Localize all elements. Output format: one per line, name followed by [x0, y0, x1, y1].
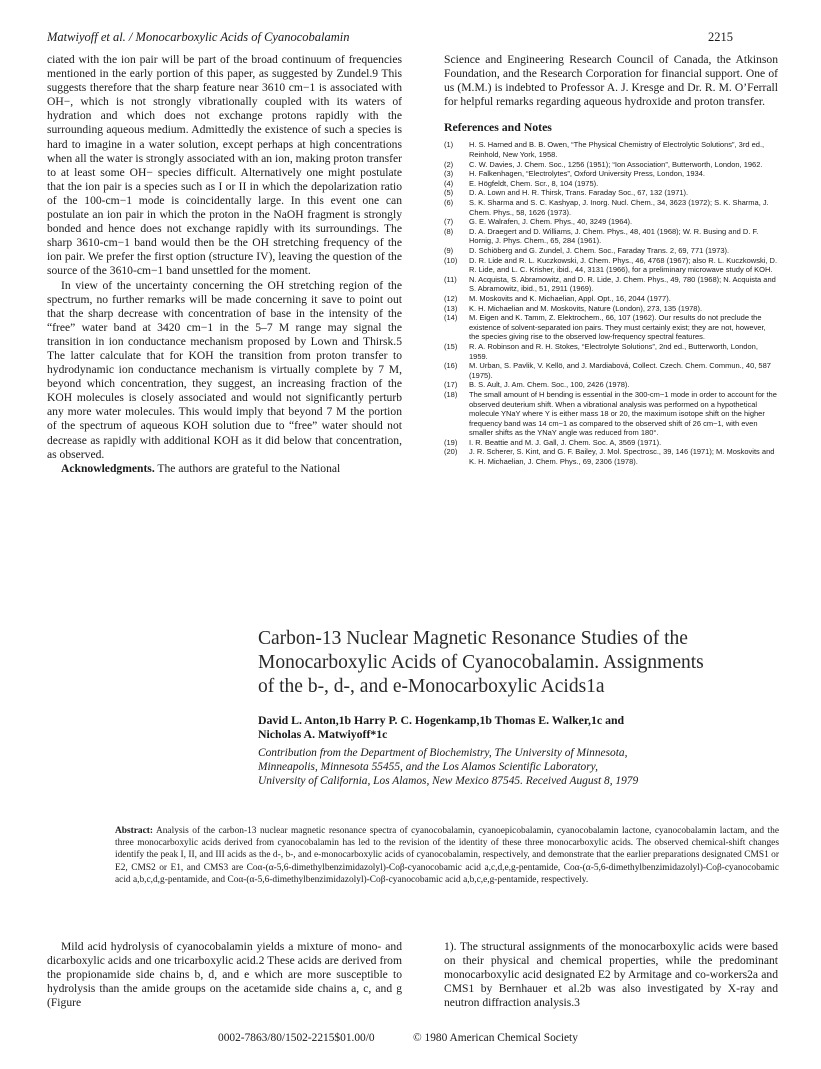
reference-text: G. E. Walrafen, J. Chem. Phys., 40, 3249 (1964).: [469, 217, 633, 227]
reference-number: (5): [444, 188, 454, 198]
reference-item: [444, 361, 778, 380]
body-left-column: [47, 940, 402, 1010]
reference-text: B. S. Ault, J. Am. Chem. Soc., 100, 2426 (1978).: [469, 380, 630, 390]
reference-text: E. Högfeldt, Chem. Scr., 8, 104 (1975).: [469, 178, 599, 188]
reference-item: [444, 294, 778, 304]
reference-item: [444, 179, 778, 189]
reference-text: M. Eigen and K. Tamm, Z. Elektrochem., 66, 107 (1962). Our results do not preclude the existence of solvent-separated ion pairs. They must certainly exist; they are not, however, the species giving rise to the observed low-frequency spectral features.: [469, 313, 766, 342]
reference-number: (12): [444, 293, 458, 303]
reference-item: [444, 447, 778, 466]
reference-item: [444, 275, 778, 294]
affiliation-line: Contribution from the Department of Biochemistry, The University of Minnesota,: [258, 747, 628, 759]
reference-number: (6): [444, 198, 454, 208]
reference-number: (8): [444, 226, 454, 236]
reference-text: J. R. Scherer, S. Kint, and G. F. Bailey, J. Mol. Spectrosc., 39, 146 (1971); M. Moskovits and K. H. Michaelian, J. Chem. Phys., 69, 2306 (1978).: [469, 447, 775, 467]
reference-text: D. R. Lide and R. L. Kuczkowski, J. Chem. Phys., 46, 4768 (1967); also R. L. Kuczkowski, D. R. Lide, and L. C. Krisher, ibid., 44, 3131 (1966), for a preliminary microwave study of KOH.: [469, 255, 778, 275]
reference-item: [444, 227, 778, 246]
affiliation-line: Minneapolis, Minnesota 55455, and the Los Alamos Scientific Laboratory,: [258, 761, 598, 773]
reference-item: [444, 217, 778, 227]
acknowledgments: [47, 462, 402, 476]
title-line: of the b-, d-, and e-Monocarboxylic Acids1a: [258, 676, 605, 697]
reference-number: (1): [444, 140, 454, 150]
reference-item: [444, 438, 778, 448]
reference-number: (20): [444, 447, 458, 457]
affiliation: [258, 746, 778, 788]
article-code: 0002-7863/80/1502-2215$01.00/0: [218, 1032, 375, 1044]
reference-number: (11): [444, 274, 457, 284]
left-column: [47, 53, 402, 476]
reference-text: The small amount of H bending is essential in the 300-cm−1 mode in order to account for the observed deuterium shift. When a vibrational analysis was performed on a hypothetical molecule YNaY where Y is either mass 18 or 20, the maximum isotope shift on the higher frequency band was 14 cm−1 as compared to the observed shift of 26 cm−1, with even smaller shifts as the YNaY angle was reduced from 180°.: [469, 389, 777, 438]
reference-text: R. A. Robinson and R. H. Stokes, “Electrolyte Solutions”, 2nd ed., Butterworth, London, 1959.: [469, 341, 758, 361]
reference-number: (19): [444, 437, 458, 447]
reference-item: [444, 246, 778, 256]
acknowledgments-label: Acknowledgments.: [61, 461, 155, 475]
reference-item: [444, 188, 778, 198]
author-line: David L. Anton,1b Harry P. C. Hogenkamp,1b Thomas E. Walker,1c and: [258, 713, 625, 727]
reference-number: (14): [444, 313, 458, 323]
copyright: © 1980 American Chemical Society: [413, 1032, 578, 1044]
reference-number: (16): [444, 361, 458, 371]
reference-number: (9): [444, 246, 454, 255]
paragraph: 1). The structural assignments of the monocarboxylic acids were based on their physical and chemical properties, while the predominant monocarboxylic acid designated E2 by Armitage and co-workers2a and CMS1 by Bernhauer et al.2b was also investigated by X-ray and neutron diffraction analysis.3: [444, 940, 778, 1009]
paragraph: ciated with the ion pair will be part of the broad continuum of frequencies mentioned in the early portion of this paper, as suggested by Zundel.9 This suggests therefore that the sharp feature near 3610 cm−1 is associated with OH−, which is not strongly vibrationally coupled with its waters of hydration and which does not exchange protons rapidly with the surrounding aqueous medium. Admittedly the existence of such a species is hard to imagine in a water solution, except perhaps at high concentrations when all the water is strongly associated with an ion, making proton transfer to at least some OH− species difficult. Alternatively one might postulate that the ion pair is a species such as I or II in which the depolarization ratio of the 100-cm−1 mode is coincidentally large. In this event one can postulate an ion pair in which the proton in the NaOH fragment is strongly bonded and hence does not exchange rapidly with its surroundings. The sharp 3610-cm−1 band would then be the OH stretching frequency of the ion pair. We prefer the first option (structure IV), leaving the question of the source of the 3610-cm−1 band unsettled for the moment.: [47, 53, 402, 278]
references-list: [444, 140, 778, 466]
references-heading: References and Notes: [444, 120, 552, 135]
paragraph: In view of the uncertainty concerning the OH stretching region of the spectrum, no further remarks will be made concerning it save to point out that the sharp decrease with concentration of base in the intensity of the “free” water band at 3420 cm−1 in the 5–7 M range may signal the transition in ion conductance mechanism proposed by Lown and Thirsk.5 The latter calculate that for KOH the transition from proton transfer to hydrodynamic ion conductance mechanism is virtually complete by 7 M, beyond which concentration, they suggest, an increasing fraction of the KOH molecules is closely associated and would not significantly perturb any more water molecules. This would imply that beyond 7 M the portion of the spectrum of aqueous KOH solution due to “free” water should not decrease as rapidly with additional KOH as it did below that concentration, as observed.: [47, 278, 402, 461]
reference-number: (4): [444, 178, 454, 188]
body-right-column: [444, 940, 778, 1010]
right-column: [444, 53, 778, 467]
reference-text: N. Acquista, S. Abramowitz, and D. R. Lide, J. Chem. Phys., 49, 780 (1968); N. Acquista and S. Abramowitz, ibid., 51, 2911 (1969).: [469, 274, 776, 294]
abstract: [115, 825, 779, 886]
reference-number: (3): [444, 169, 454, 179]
abstract-label: Abstract:: [115, 826, 154, 836]
author-line: Nicholas A. Matwiyoff*1c: [258, 727, 388, 741]
article-title: [258, 627, 778, 699]
page-number: 2215: [708, 30, 733, 44]
reference-item: [444, 342, 778, 361]
reference-item: [444, 198, 778, 217]
reference-text: K. H. Michaelian and M. Moskovits, Nature (London), 273, 135 (1978).: [469, 303, 703, 313]
reference-text: D. Schiöberg and G. Zundel, J. Chem. Soc., Faraday Trans. 2, 69, 771 (1973).: [469, 246, 730, 255]
reference-text: H. S. Harned and B. B. Owen, “The Physical Chemistry of Electrolytic Solutions”, 3rd ed., Reinhold, New York, 1958.: [469, 140, 765, 160]
authors: [258, 713, 778, 741]
reference-item: [444, 140, 778, 159]
reference-number: (15): [444, 341, 458, 351]
reference-text: S. K. Sharma and S. C. Kashyap, J. Inorg. Nucl. Chem., 34, 3623 (1972); S. K. Sharma, J. Chem. Phys., 58, 1626 (1973).: [469, 198, 769, 217]
reference-text: H. Falkenhagen, “Electrolytes”, Oxford University Press, London, 1934.: [469, 169, 705, 179]
abstract-text: Analysis of the carbon-13 nuclear magnetic resonance spectra of cyanocobalamin, cyanoepicobalamin, cyanocobalamin lactone, cyanocobalamin lactam, and the three monocarboxylic acids derived from cyanocobalamin has led to the revision of the identity of these three monocarboxylic acids. The observed chemical-shift changes identify the peak I, II, and III acids as the d-, b-, and e-monocarboxylic acids of cyanocobalamin, respectively, and demonstrate that the earlier preparations designated CMS1 or E2, CMS2 or E1, and CMS3 are Coα-(α-5,6-dimethylbenzimidazolyl)-Coβ-cyanocobamic acid a,c,d,e,g-pentamide, Coα-(α-5,6-dimethylbenzimidazolyl)-Coβ-cyanocobamic acid a,b,c,d,g-pentamide, and Coα-(α-5,6-dimethylbenzimidazolyl)-Coβ-cyanocobamic acid a,b,c,e,g-pentamide, respectively.: [115, 826, 779, 885]
paragraph: Science and Engineering Research Council of Canada, the Atkinson Foundation, and the Research Corporation for financial support. One of us (M.M.) is indebted to Professor A. J. Kresge and Dr. R. M. O’Ferrall for helpful remarks regarding aqueous hydroxide and proton transfer.: [444, 53, 778, 109]
reference-text: D. A. Lown and H. R. Thirsk, Trans. Faraday Soc., 67, 132 (1971).: [469, 188, 689, 198]
reference-text: D. A. Draegert and D. Williams, J. Chem. Phys., 48, 401 (1968); W. R. Busing and D. F. Hornig, J. Phys. Chem., 65, 284 (1961).: [469, 226, 759, 246]
running-title: Matwiyoff et al. / Monocarboxylic Acids of Cyanocobalamin: [47, 30, 350, 44]
reference-number: (10): [444, 255, 458, 265]
reference-item: [444, 390, 778, 438]
reference-number: (13): [444, 303, 458, 313]
acknowledgments-text: The authors are grateful to the National: [154, 461, 341, 475]
affiliation-line: University of California, Los Alamos, New Mexico 87545. Received August 8, 1979: [258, 775, 639, 787]
title-line: Monocarboxylic Acids of Cyanocobalamin. Assignments: [258, 652, 704, 673]
reference-number: (17): [444, 380, 458, 390]
reference-text: M. Urban, S. Pavlik, V. Kellö, and J. Mardiabová, Collect. Czech. Chem. Commun., 40, 587 (1975).: [469, 361, 771, 380]
reference-item: [444, 380, 778, 390]
reference-number: (2): [444, 159, 454, 169]
paragraph: Mild acid hydrolysis of cyanocobalamin yields a mixture of mono- and dicarboxylic acids and one tricarboxylic acid.2 These acids are derived from the propionamide side chains b, d, and e which are more susceptible to hydrolysis than the amide groups on the acetamide side chains a, c, and g (Figure: [47, 940, 402, 1009]
reference-number: (18): [444, 389, 458, 399]
reference-item: [444, 256, 778, 275]
title-line: Carbon-13 Nuclear Magnetic Resonance Studies of the: [258, 628, 688, 649]
reference-item: [444, 160, 778, 170]
reference-number: (7): [444, 217, 454, 227]
reference-text: I. R. Beattie and M. J. Gall, J. Chem. Soc. A, 3569 (1971).: [469, 437, 662, 447]
reference-text: C. W. Davies, J. Chem. Soc., 1256 (1951); “Ion Association”, Butterworth, London, 1962.: [469, 159, 763, 169]
reference-item: [444, 304, 778, 314]
reference-item: [444, 313, 778, 342]
reference-text: M. Moskovits and K. Michaelian, Appl. Opt., 16, 2044 (1977).: [469, 293, 671, 303]
reference-item: [444, 169, 778, 179]
